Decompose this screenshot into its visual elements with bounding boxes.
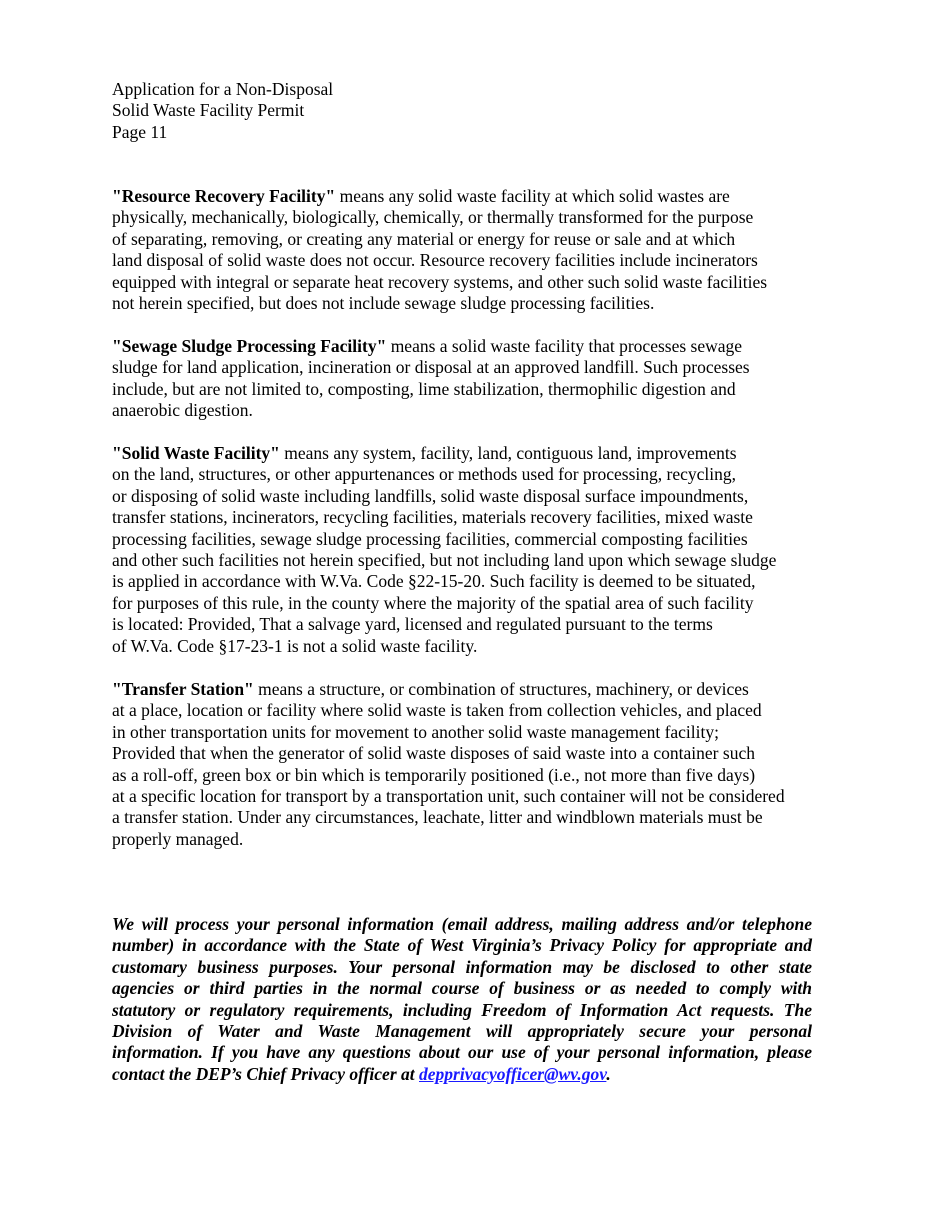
page-header [112, 79, 333, 143]
definition-line [112, 679, 785, 700]
definition-line: Provided that when the generator of solid waste disposes of said waste into a container such [112, 743, 755, 764]
header-page-number: Page 11 [112, 121, 168, 142]
definition-line: for purposes of this rule, in the county where the majority of the spatial area of such facility [112, 592, 754, 613]
privacy-line: We will process your personal information (email address, mailing address and/or telephone [112, 914, 812, 934]
definition-line: of separating, removing, or creating any material or energy for reuse or sale and at which [112, 228, 736, 249]
definition-line: or disposing of solid waste including landfills, solid waste disposal surface impoundments, [112, 485, 749, 506]
header-title-line-2: Solid Waste Facility Permit [112, 100, 305, 121]
definition-line: transfer stations, incinerators, recycling facilities, materials recovery facilities, mixed waste [112, 507, 753, 528]
definition-transfer-station [112, 679, 785, 850]
definition-line: at a place, location or facility where solid waste is taken from collection vehicles, and placed [112, 700, 762, 721]
definition-text: means any system, facility, land, contiguous land, improvements [279, 443, 737, 463]
definition-line: on the land, structures, or other appurtenances or methods used for processing, recycling, [112, 464, 736, 485]
privacy-officer-email-link[interactable]: depprivacyofficer@wv.gov [419, 1063, 607, 1084]
definition-line: properly managed. [112, 828, 244, 849]
definition-term: "Solid Waste Facility" [112, 443, 280, 463]
header-title-line-1: Application for a Non-Disposal [112, 79, 334, 99]
definition-resource-recovery-facility [112, 186, 767, 314]
definition-line [112, 443, 776, 464]
definition-line: anaerobic digestion. [112, 400, 253, 421]
definition-line: land disposal of solid waste does not occur. Resource recovery facilities include incinerators [112, 250, 758, 271]
privacy-contact-line [112, 1064, 812, 1085]
privacy-notice [112, 914, 812, 1085]
definition-line: of W.Va. Code §17-23-1 is not a solid waste facility. [112, 635, 478, 656]
definition-solid-waste-facility [112, 443, 776, 657]
definition-term: "Resource Recovery Facility" [112, 186, 336, 206]
definition-term: "Sewage Sludge Processing Facility" [112, 336, 387, 356]
definition-text: means a solid waste facility that processes sewage [386, 336, 743, 356]
definition-line: equipped with integral or separate heat recovery systems, and other such solid waste facilities [112, 271, 768, 292]
definition-line: not herein specified, but does not include sewage sludge processing facilities. [112, 293, 655, 314]
definition-line [112, 336, 750, 357]
privacy-contact-text: contact the DEP’s Chief Privacy officer at [112, 1063, 420, 1084]
definition-line [112, 186, 767, 207]
privacy-line: number) in accordance with the State of West Virginia’s Privacy Policy for appropriate and [112, 935, 812, 956]
privacy-contact-period: . [606, 1063, 611, 1084]
definition-line: physically, mechanically, biologically, chemically, or thermally transformed for the purpose [112, 207, 754, 228]
definition-line: in other transportation units for movement to another solid waste management facility; [112, 721, 719, 742]
definition-line: processing facilities, sewage sludge processing facilities, commercial composting facilities [112, 528, 748, 549]
definition-line: and other such facilities not herein specified, but not including land upon which sewage sludge [112, 550, 777, 571]
privacy-line: Division of Water and Waste Management will appropriately secure your personal [112, 1021, 812, 1042]
privacy-line: statutory or regulatory requirements, including Freedom of Information Act requests. The [112, 999, 812, 1020]
definition-line: is located: Provided, That a salvage yard, licensed and regulated pursuant to the terms [112, 614, 713, 635]
privacy-line: customary business purposes. Your personal information may be disclosed to other state [112, 956, 812, 977]
definition-line: at a specific location for transport by a transportation unit, such container will not be considered [112, 786, 785, 807]
privacy-line: information. If you have any questions about our use of your personal information, please [112, 1042, 812, 1063]
definition-line: is applied in accordance with W.Va. Code §22-15-20. Such facility is deemed to be situated, [112, 571, 756, 592]
definition-line: include, but are not limited to, composting, lime stabilization, thermophilic digestion and [112, 378, 736, 399]
privacy-line: agencies or third parties in the normal course of business or as needed to comply with [112, 978, 812, 999]
definition-text: means a structure, or combination of structures, machinery, or devices [253, 679, 749, 699]
definition-line: a transfer station. Under any circumstances, leachate, litter and windblown materials must be [112, 807, 763, 828]
definition-line: sludge for land application, incineration or disposal at an approved landfill. Such processes [112, 357, 750, 378]
definition-text: means any solid waste facility at which solid wastes are [335, 186, 730, 206]
definition-line: as a roll-off, green box or bin which is temporarily positioned (i.e., not more than five days) [112, 764, 756, 785]
definition-sewage-sludge-processing-facility [112, 336, 750, 422]
definition-term: "Transfer Station" [112, 679, 254, 699]
